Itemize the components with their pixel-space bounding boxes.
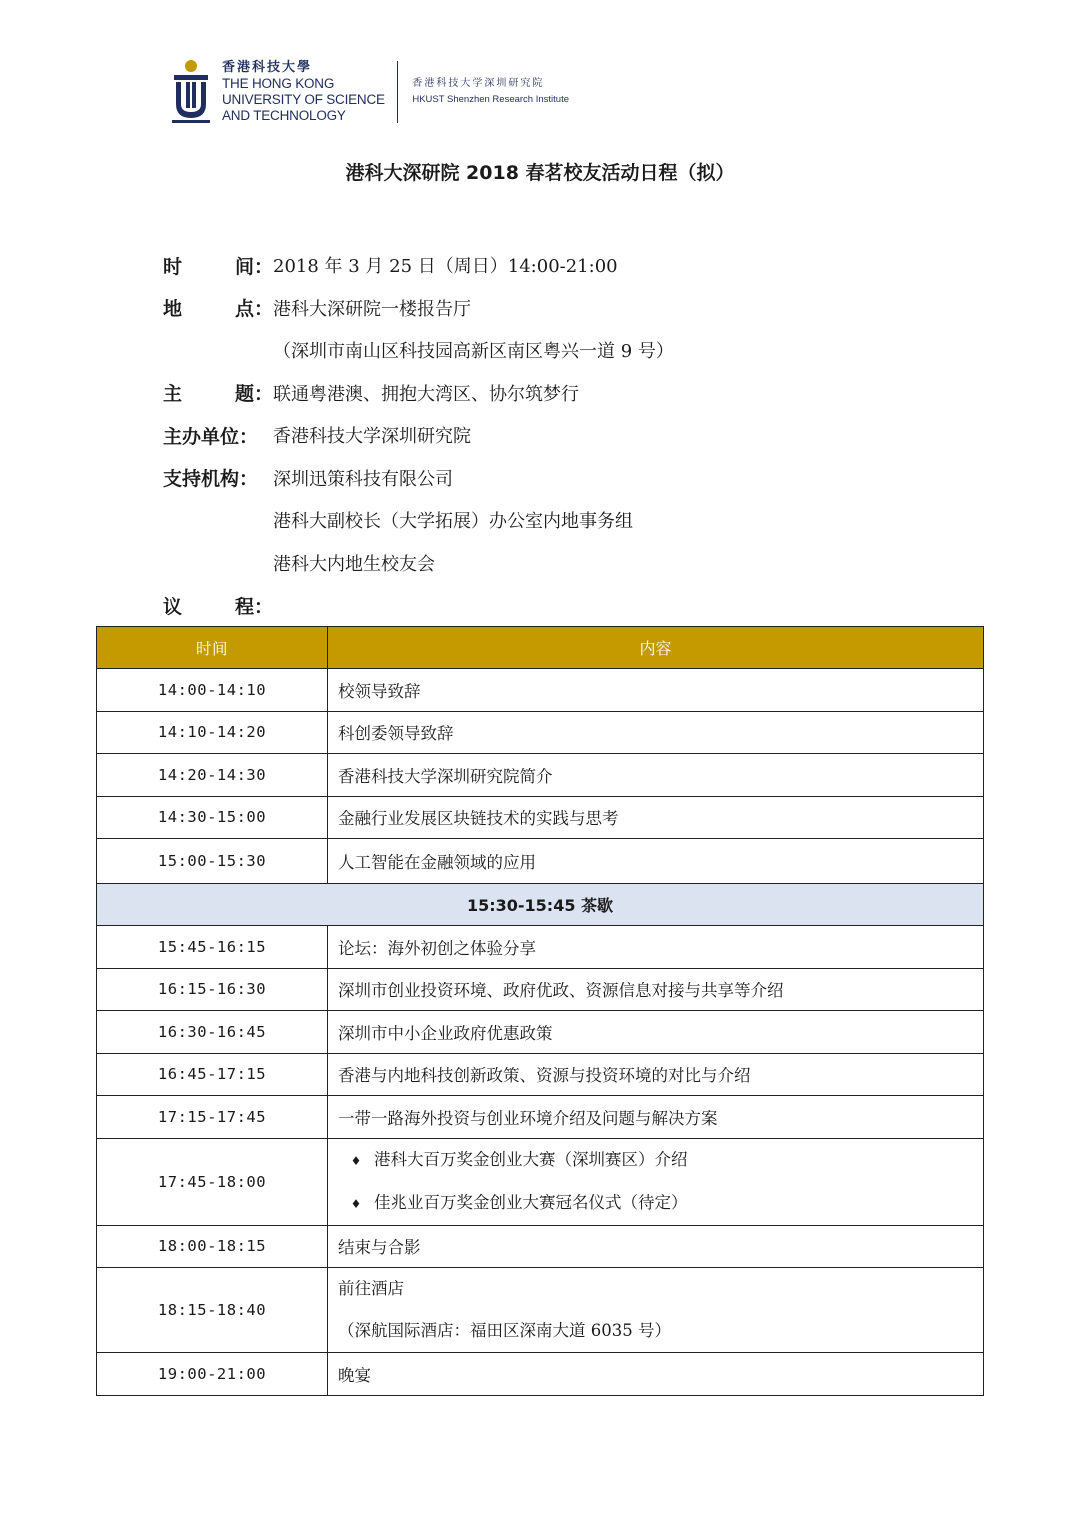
row-time: 18:15-18:40 <box>97 1268 328 1353</box>
info-time <box>163 244 983 287</box>
header-content: 内容 <box>328 627 984 669</box>
table-row <box>97 1053 984 1096</box>
agenda-table <box>96 626 984 1396</box>
row-time: 15:00-15:30 <box>97 839 328 884</box>
table-row <box>97 711 984 754</box>
info-place <box>163 287 983 330</box>
university-name <box>222 60 385 124</box>
info-host-label: 主办单位： <box>163 425 259 448</box>
info-theme <box>163 372 983 415</box>
row-time: 17:45-18:00 <box>97 1138 328 1225</box>
row-time: 16:15-16:30 <box>97 968 328 1011</box>
university-name-en-1: THE HONG KONG <box>222 76 335 91</box>
institute-name-en: HKUST Shenzhen Research Institute <box>412 94 570 105</box>
row-content: 深圳市中小企业政府优惠政策 <box>328 1011 984 1054</box>
row-time: 14:00-14:10 <box>97 669 328 712</box>
info-host-value: 香港科技大学深圳研究院 <box>273 426 471 448</box>
row-time: 19:00-21:00 <box>97 1353 328 1396</box>
info-support-row-2 <box>163 499 983 542</box>
table-row <box>97 839 984 884</box>
row-content <box>328 1138 984 1225</box>
info-place-value: 港科大深研院一楼报告厅 <box>273 298 471 320</box>
row-time: 16:30-16:45 <box>97 1011 328 1054</box>
header-logos <box>168 54 569 130</box>
document-title: 港科大深研院 2018 春茗校友活动日程（拟） <box>345 162 735 184</box>
hotel-label: 前往酒店 <box>338 1279 404 1298</box>
institute-name-cn: 香港科技大学深圳研究院 <box>412 78 545 89</box>
info-place-address: （深圳市南山区科技园高新区南区粤兴一道 9 号） <box>273 341 674 363</box>
header-time: 时间 <box>97 627 328 669</box>
info-host <box>163 414 983 457</box>
table-row <box>97 968 984 1011</box>
table-row <box>97 754 984 797</box>
row-content: 金融行业发展区块链技术的实践与思考 <box>328 796 984 839</box>
info-place-label: 地 点： <box>163 298 273 321</box>
row-time: 14:10-14:20 <box>97 711 328 754</box>
table-row <box>97 1353 984 1396</box>
info-theme-label: 主 题： <box>163 383 273 406</box>
table-row <box>97 1011 984 1054</box>
table-row-competition <box>97 1138 984 1225</box>
info-support-row-3 <box>163 542 983 585</box>
university-name-en-2: UNIVERSITY OF SCIENCE <box>222 92 385 107</box>
row-content: 论坛：海外初创之体验分享 <box>328 926 984 969</box>
hotel-address: （深航国际酒店：福田区深南大道 6035 号） <box>338 1321 671 1340</box>
diamond-bullet-icon: ♦ <box>350 1196 362 1211</box>
university-name-en-3: AND TECHNOLOGY <box>222 108 346 123</box>
row-content: 一带一路海外投资与创业环境介绍及问题与解决方案 <box>328 1096 984 1139</box>
info-support-value-3: 港科大内地生校友会 <box>273 553 435 575</box>
table-row <box>97 796 984 839</box>
institute-name <box>412 76 569 108</box>
row-content: 香港与内地科技创新政策、资源与投资环境的对比与介绍 <box>328 1053 984 1096</box>
table-row-hotel <box>97 1268 984 1353</box>
info-support-value-2: 港科大副校长（大学拓展）办公室内地事务组 <box>273 511 633 533</box>
row-time: 15:45-16:15 <box>97 926 328 969</box>
table-row <box>97 926 984 969</box>
row-time: 16:45-17:15 <box>97 1053 328 1096</box>
info-agenda <box>163 584 983 627</box>
table-row <box>97 669 984 712</box>
agenda-header-row <box>97 627 984 669</box>
info-support-value-1: 深圳迅策科技有限公司 <box>273 468 453 490</box>
row-content: 深圳市创业投资环境、政府优政、资源信息对接与共享等介绍 <box>328 968 984 1011</box>
row-time: 18:00-18:15 <box>97 1225 328 1268</box>
tea-break-label: 15:30-15:45 茶歇 <box>97 884 984 926</box>
info-time-label: 时 间： <box>163 255 273 278</box>
info-place-address-row <box>163 329 983 372</box>
info-agenda-label: 议 程： <box>163 595 273 618</box>
bullet-item: ♦ 佳兆业百万奖金创业大赛冠名仪式（待定） <box>338 1182 983 1225</box>
event-info <box>163 244 983 627</box>
row-content: 香港科技大学深圳研究院简介 <box>328 754 984 797</box>
bullet-item: ♦ 港科大百万奖金创业大赛（深圳赛区）介绍 <box>338 1139 983 1182</box>
row-content: 晚宴 <box>328 1353 984 1396</box>
table-row <box>97 1096 984 1139</box>
row-content: 校领导致辞 <box>328 669 984 712</box>
info-theme-value: 联通粤港澳、拥抱大湾区、协尔筑梦行 <box>273 383 579 405</box>
university-name-cn: 香港科技大學 <box>222 60 313 75</box>
info-support <box>163 457 983 500</box>
row-time: 14:30-15:00 <box>97 796 328 839</box>
table-row <box>97 1225 984 1268</box>
info-support-label: 支持机构： <box>163 468 259 491</box>
hkust-crest-icon <box>168 58 214 126</box>
logo-divider <box>397 61 399 123</box>
info-time-value: 2018 年 3 月 25 日（周日）14:00-21:00 <box>273 256 618 278</box>
row-content: 科创委领导致辞 <box>328 711 984 754</box>
row-content: 结束与合影 <box>328 1225 984 1268</box>
row-content: 人工智能在金融领域的应用 <box>328 839 984 884</box>
tea-break-row <box>97 884 984 926</box>
row-time: 14:20-14:30 <box>97 754 328 797</box>
row-time: 17:15-17:45 <box>97 1096 328 1139</box>
diamond-bullet-icon: ♦ <box>350 1153 362 1168</box>
row-content <box>328 1268 984 1353</box>
